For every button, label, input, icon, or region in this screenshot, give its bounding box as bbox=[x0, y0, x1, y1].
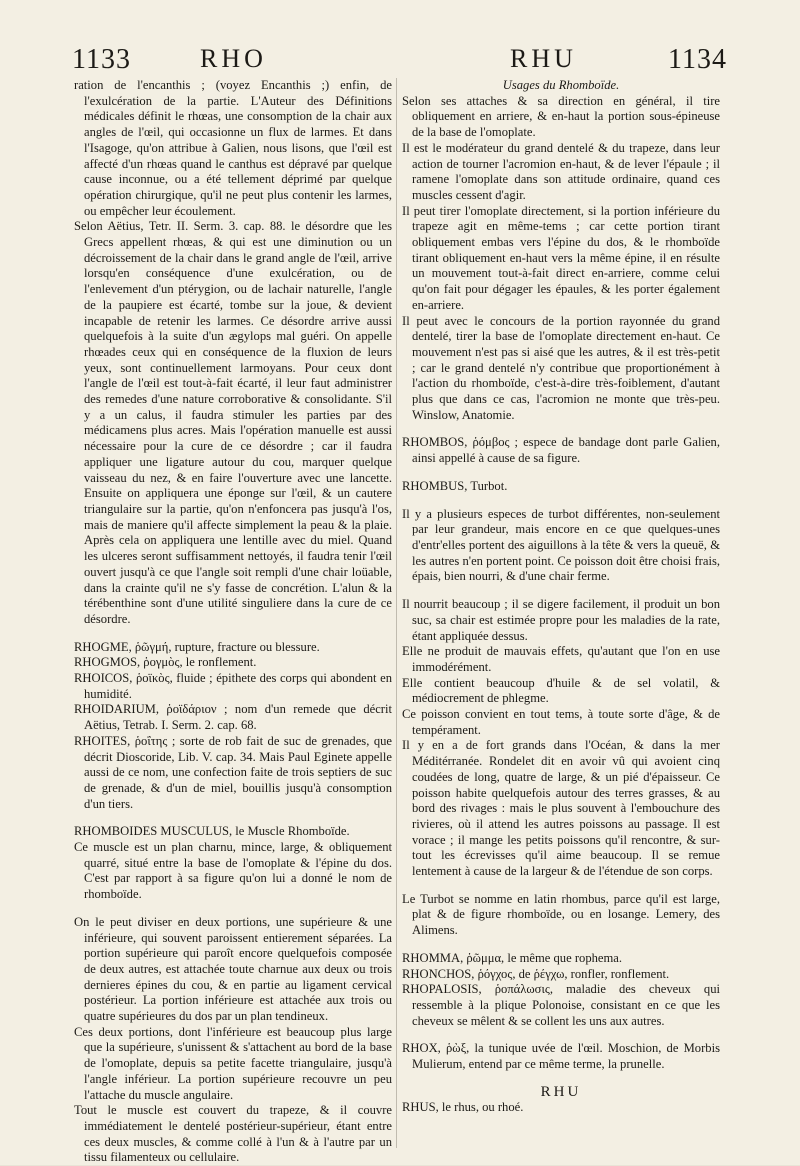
entry-paragraph: Tout le muscle est couvert du trapeze, & il couvre immédiatement le dentelé postérieur-supérieur, étant entre ces deux muscles, & comme collé à l'un & à l'autre par un tissu filamenteux ou cellulaire. bbox=[74, 1103, 392, 1165]
entry-paragraph: Il nourrit beaucoup ; il se digere facilement, il produit un bon suc, sa chair est estimée propre pour les maladies de la rate, étant appliquée dessus. bbox=[402, 597, 720, 643]
entry-paragraph: Elle ne produit de mauvais effets, qu'autant que l'on en use immodérément. bbox=[402, 644, 720, 674]
entry-paragraph: Le Turbot se nomme en latin rhombus, parce qu'il est large, plat & de figure rhomboïde, ou en losange. Lemery, des Alimens. bbox=[402, 891, 720, 938]
entry-paragraph: Usages du Rhomboïde. bbox=[502, 78, 620, 92]
entry-paragraph: RHU bbox=[540, 1083, 582, 1100]
entry-paragraph: RHOPALOSIS, ῥοπάλωσις, maladie des cheveux qui ressemble à la plique Polonoise, consistant en ce que les cheveux se mêlent & se collent les uns aux autres. bbox=[402, 982, 720, 1028]
column-divider bbox=[396, 78, 397, 1148]
page-number-right: 1134 bbox=[668, 44, 727, 75]
right-column bbox=[402, 78, 720, 1116]
entry-paragraph: Ces deux portions, dont l'inférieure est beaucoup plus large que la supérieure, s'unissent & s'attachent au bord de la base de l'omoplate, depuis sa petite facette triangulaire, jusqu'à l'angle inférieur. La portion supérieure recouvre un peu l'attache du muscle angulaire. bbox=[74, 1024, 392, 1102]
entry-paragraph: RHOICOS, ῥοϊκὸς, fluide ; épithete des corps qui abondent en humidité. bbox=[74, 671, 392, 701]
entry-paragraph: RHOITES, ῥοΐτης ; sorte de rob fait de suc de grenades, que décrit Dioscoride, Lib. V. cap. 34. Mais Paul Eginete appelle aussi de ce nom, une confection faite de trois septiers de suc de grenade, & d'un de miel, bouillis jusqu'à consomption d'un tiers. bbox=[74, 733, 392, 811]
entry-paragraph: RHOGME, ῥῶγμή, rupture, fracture ou blessure. bbox=[74, 639, 320, 654]
entry-paragraph: RHOMBOIDES MUSCULUS, le Muscle Rhomboïde. bbox=[74, 824, 350, 839]
entry-paragraph: Il y en a de fort grands dans l'Océan, & dans la mer Méditérranée. Rondelet dit en avoir vû qui avoient cinq coudées de long, quatre de large, & un pié d'épaisseur. Ce poisson habite quelquefois autour des terres grasses, & au bord des rivages : mais le plus souvent à l'embouchure des rivieres, où il attend les autres poissons au passage. Il est vorace ; il mange les petits poissons qu'il rencontre, & sur-tout les écrevisses qu'il aime beaucoup. Il se remue lentement à cause de la largeur & de l'étendue de son corps. bbox=[402, 738, 720, 879]
entry-paragraph: RHOMMA, ῥῶμμα, le même que rophema. bbox=[402, 950, 623, 965]
entry-paragraph: RHOMBOS, ῥόμβος ; espece de bandage dont parle Galien, ainsi appellé à cause de sa figure. bbox=[402, 435, 720, 466]
entry-paragraph: Selon ses attaches & sa direction en général, il tire obliquement en arriere, & en-haut la portion sous-épineuse de la base de l'omoplate. bbox=[402, 93, 720, 140]
entry-paragraph: RHOX, ῥὼξ, la tunique uvée de l'œil. Moschion, de Morbis Mulierum, entend par ce même terme, la prunelle. bbox=[402, 1041, 720, 1072]
entry-paragraph: RHOMBUS, Turbot. bbox=[402, 478, 508, 493]
entry-paragraph: RHOGMOS, ῥογμὸς, le ronflement. bbox=[74, 655, 257, 670]
entry-paragraph: RHUS, le rhus, ou rhoé. bbox=[402, 1100, 524, 1115]
entry-paragraph: Il y a plusieurs especes de turbot différentes, non-seulement par leur grandeur, mais encore en ce que quelques-unes d'entr'elles portent des aiguillons à la tête & vers la queuë, & les autres n'en portent point. Ce poisson doit être choisi frais, épais, bien nourri, & d'une chair ferme. bbox=[402, 506, 720, 584]
entry-paragraph: Il peut tirer l'omoplate directement, si la portion inférieure du trapeze agit en même-tems ; car cette portion tirant obliquement embas vers l'épine du dos, & le rhomboïde tirant obliquement en-haut vers la même épine, il en résulte un mouvement tout-à-fait direct en-arriere, comme celui qu'on fait pour dégager les épaules, & les porter également en-arriere. bbox=[402, 203, 720, 312]
running-head-left: RHO bbox=[200, 44, 267, 73]
entry-paragraph: Elle contient beaucoup d'huile & de sel volatil, & médiocrement de phlegme. bbox=[402, 675, 720, 706]
entry-paragraph: Il peut avec le concours de la portion rayonnée du grand dentelé, tirer la base de l'omoplate directement en-haut. Ce mouvement n'est pas si aisé que les autres, & il est très-petit ; car le grand dentelé n'y contribue que proportionément à l'action du rhomboïde, c'est-à-dire très-foiblement, d'autant plus que dans ce cas, l'acromion ne monte que très-peu. Winslow, Anatomie. bbox=[402, 313, 720, 422]
entry-paragraph: Ce muscle est un plan charnu, mince, large, & obliquement quarré, situé entre la base de l'omoplate & l'épine du dos. C'est par rapport à sa figure qu'on lui a donné le nom de rhomboïde. bbox=[74, 840, 392, 902]
entry-paragraph: Selon Aëtius, Tetr. II. Serm. 3. cap. 88. le désordre que les Grecs appellent rhœas, & qui est une diminution ou un décroissement de la chair dans le grand angle de l'œil, arrive lorsqu'en conséquence d'une exulcération, ou de l'enlevement d'un ptérygion, ou de lachair naturelle, l'angle de la paupiere est écarté, tombe sur la joue, & devient incapable de retenir les larmes. Ce désordre arrive aussi quelquefois à la suite d'un ægylops mal guéri. On appelle rhœades ceux qui en conséquence de la fluxion de leurs yeux, sont continuellement larmoyans. Pour ceux dont l'angle de l'œil est tout-à-fait écarté, il leur faut administrer des remedes d'une nature corroborative & consolidante. S'il y a un calus, il faudra stimuler les parties par des médicamens plus acres. Mais l'opération manuelle est aussi nécessaire pour la cure de ce désordre ; car il faudra appliquer une ligature autour du cou, marquer quelque vaisseau du nez, & en faire l'ouverture avec une lancette. Ensuite on appliquera une éponge sur l'œil, & un cautere triangulaire sur la partie, qu'on n'enfoncera pas jusqu'à l'os, mais de maniere qu'il affecte simplement la peau & la plaie. Après cela on appliquera une lentille avec du miel. Quand les ulceres seront suffisamment nettoyés, il faudra tenir l'œil ouvert jusqu'à ce que l'angle soit rempli d'une chair loüable, dans la crainte qu'il ne s'y fasse de concrétion. L'alun & la térébenthine sont d'une utilité singuliere dans la cure de ce désordre. bbox=[74, 219, 392, 626]
entry-paragraph: On le peut diviser en deux portions, une supérieure & une inférieure, qui souvent paroissent entierement séparées. La portion supérieure qui paroît encore quelquefois composée de deux autres, est attachée toute charnue aux deux ou trois dernieres épines du cou, & en partie au ligament cervical postérieur. La portion inférieure est attachée aux trois ou quatre supérieures du dos par un plan tendineux. bbox=[74, 914, 392, 1024]
page-number-left: 1133 bbox=[72, 44, 131, 75]
left-column bbox=[74, 78, 392, 1166]
entry-paragraph: Il est le modérateur du grand dentelé & du trapeze, dans leur action de tourner l'acromion en-haut, & de lever l'épaule ; il ramene l'omoplate dans son attitude ordinaire, quand ces muscles cessent d'agir. bbox=[402, 140, 720, 202]
entry-paragraph: ration de l'encanthis ; (voyez Encanthis ;) enfin, de l'exulcération de la partie. L'Auteur des Définitions médicales définit le rhœas, une consomption de la chair aux angles de l'œil, qui occasionne un flux de larmes. Et dans l'Isagoge, qu'on attribue à Galien, nous lisons, que l'œil est affecté d'un rhœas quand le canthus est dépravé par quelque cause inconnue, ou a été tellement déprimé par quelque opération chirurgique, qu'il ne peut plus contenir les larmes, ou empêcher leur écoulement. bbox=[74, 78, 392, 218]
entry-paragraph: Ce poisson convient en tout tems, à toute sorte d'âge, & de tempérament. bbox=[402, 707, 720, 737]
entry-paragraph: RHONCHOS, ῥόγχος, de ῥέγχω, ronfler, ronflement. bbox=[402, 966, 670, 981]
running-head-right: RHU bbox=[510, 44, 577, 73]
entry-paragraph: RHOIDARIUM, ῥοϊδάριον ; nom d'un remede que décrit Aëtius, Tetrab. I. Serm. 2. cap. 68. bbox=[74, 702, 392, 733]
